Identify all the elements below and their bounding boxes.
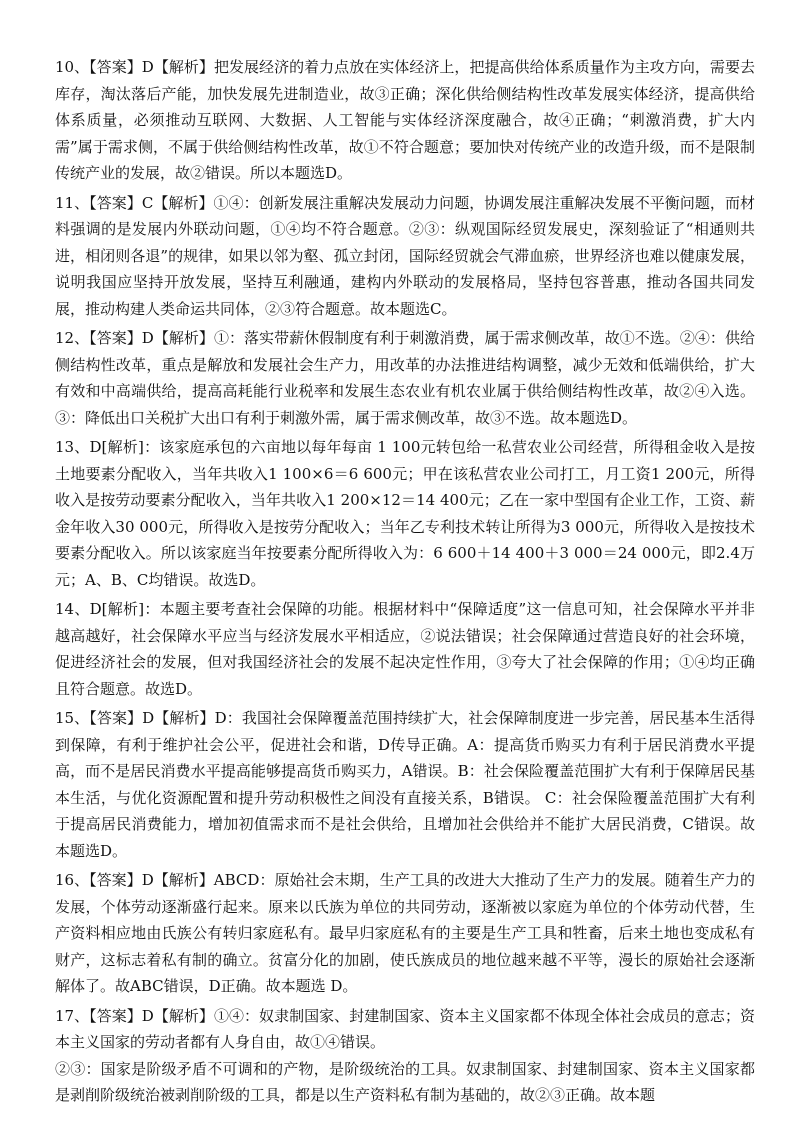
- answer-11: 11、【答案】C【解析】①④：创新发展注重解决发展动力问题，协调发展注重解决发展不平衡问题，而材料强调的是发展内外联动问题，①④均不符合题意。②③：纵观国际经贸发展史，深刻验证了“相通则共进，相闭则各退”的规律，如果以邻为壑、孤立封闭，国际经贸就会气滞血瘀，世界经济也难以健康发展，说明我国应坚持开放发展，坚持互利融通，建构内外联动的发展格局，坚持包容普惠，推动各国共同发展，推动构建人类命运共同体，②③符合题意。故本题选C。: [55, 193, 755, 318]
- answer-17-continued: ②③：国家是阶级矛盾不可调和的产物，是阶级统治的工具。奴隶制国家、封建制国家、资本主义国家都是剥削阶级统治被剥削阶级的工具，都是以生产资料私有制为基础的，故②③正确。故本题: [55, 1059, 755, 1104]
- answer-14: 14、D[解析]：本题主要考查社会保障的功能。根据材料中“保障适度”这一信息可知，社会保障水平并非越高越好，社会保障水平应当与经济发展水平相适应，②说法错误；社会保障通过营造良好的社会环境，促进经济社会的发展，但对我国经济社会的发展不起决定性作用，③夸大了社会保障的作用；①④均正确且符合题意。故选D。: [55, 600, 755, 698]
- answer-15: 15、【答案】D【解析】D：我国社会保障覆盖范围持续扩大，社会保障制度进一步完善，居民基本生活得到保障，有利于维护社会公平，促进社会和谐，D传导正确。A：提高货币购买力有利于居民消费水平提高，而不是居民消费水平提高能够提高货币购买力，A错误。B：社会保险覆盖范围扩大有利于保障居民基本生活，与优化资源配置和提升劳动积极性之间没有直接关系，B错误。 C：社会保险覆盖范围扩大有利于提高居民消费能力，增加初值需求而不是社会供给，且增加社会供给并不能扩大居民消费，C错误。故本题选D。: [55, 709, 755, 860]
- answer-16: 16、【答案】D【解析】ABCD：原始社会末期，生产工具的改进大大推动了生产力的发展。随着生产力的发展，个体劳动逐渐盛行起来。原来以氏族为单位的共同劳动，逐渐被以家庭为单位的个体劳动代替，生产资料相应地由氏族公有转归家庭私有。最早归家庭私有的主要是生产工具和牲畜，后来土地也变成私有财产，这标志着私有制的确立。贫富分化的加剧，使氏族成员的地位越来越不平等，漫长的原始社会逐渐解体了。故ABC错误，D正确。故本题选 D。: [55, 871, 755, 995]
- answer-13: 13、D[解析]：该家庭承包的六亩地以每年每亩 1 100元转包给一私营农业公司经营，所得租金收入是按土地要素分配收入，当年共收入1 100×6＝6 600元；甲在该私营农业公司打工，月工资1 200元，所得收入是按劳动要素分配收入，当年共收入1 200×12＝14 400元；乙在一家中型国有企业工作，工资、薪金年收入30 000元，所得收入是按劳分配收入；当年乙专利技术转让所得为3 000元，所得收入是按技术要素分配收入。所以该家庭当年按要素分配所得收入为：6 600＋14 400＋3 000＝24 000元，即2.4万元；A、B、C均错误。故选D。: [55, 438, 755, 589]
- answer-17: 17、【答案】D【解析】①④：奴隶制国家、封建制国家、资本主义国家都不体现全体社会成员的意志；资本主义国家的劳动者都有人身自由，故①④错误。: [55, 1006, 755, 1051]
- answer-10: 10、【答案】D【解析】把发展经济的着力点放在实体经济上，把提高供给体系质量作为主攻方向，需要去库存，淘汰落后产能，加快发展先进制造业，故③正确；深化供给侧结构性改革发展实体经济，提高供给体系质量，必须推动互联网、大数据、人工智能与实体经济深度融合，故④正确；“刺激消费，扩大内需”属于需求侧，不属于供给侧结构性改革，故①不符合题意；要加快对传统产业的改造升级，而不是限制传统产业的发展，故②错误。所以本题选D。: [55, 58, 755, 182]
- answer-sheet: [55, 54, 755, 1109]
- answer-12: 12、【答案】D【解析】①：落实带薪休假制度有利于刺激消费，属于需求侧改革，故①不选。②④：供给侧结构性改革，重点是解放和发展社会生产力，用改革的办法推进结构调整，减少无效和低端供给，扩大有效和中高端供给，提高高耗能行业税率和发展生态农业有机农业属于供给侧结构性改革，故②④入选。③：降低出口关税扩大出口有利于刺激外需，属于需求侧改革，故③不选。故本题选D。: [55, 329, 755, 427]
